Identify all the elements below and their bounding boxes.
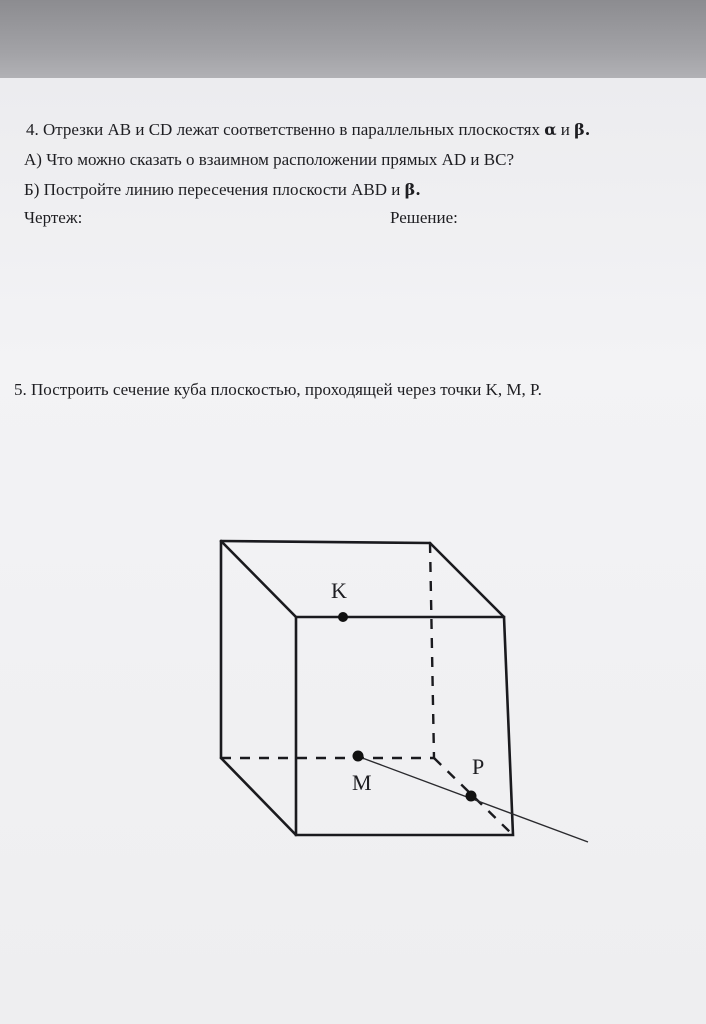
- conjunction: и: [560, 120, 570, 139]
- point-k-dot: [338, 612, 348, 622]
- point-p-label: P: [472, 754, 485, 779]
- cube-edge: [221, 541, 430, 543]
- task4-text: 4. Отрезки AB и CD лежат соответственно в параллельных плоскостях: [26, 120, 540, 139]
- beta-symbol: β.: [574, 120, 591, 139]
- hidden-edge: [430, 543, 434, 758]
- task4-question-a: А) Что можно сказать о взаимном расположении прямых AD и BC?: [24, 150, 514, 169]
- solution-label: Решение:: [390, 208, 458, 227]
- point-m-label: M: [352, 770, 372, 795]
- point-m-dot: [353, 751, 364, 762]
- point-p-dot: [466, 791, 477, 802]
- cube-edge: [221, 541, 296, 617]
- question-b-text: Б) Постройте линию пересечения плоскости ABD и: [24, 180, 401, 199]
- cube-edge: [221, 758, 296, 835]
- alpha-symbol: α: [544, 120, 557, 139]
- point-k-label: K: [331, 578, 347, 603]
- beta-symbol: β.: [404, 180, 421, 199]
- cube-edge: [430, 543, 504, 617]
- task5-statement: 5. Построить сечение куба плоскостью, проходящей через точки K, M, P.: [14, 380, 542, 399]
- drawing-label: Чертеж:: [24, 208, 83, 227]
